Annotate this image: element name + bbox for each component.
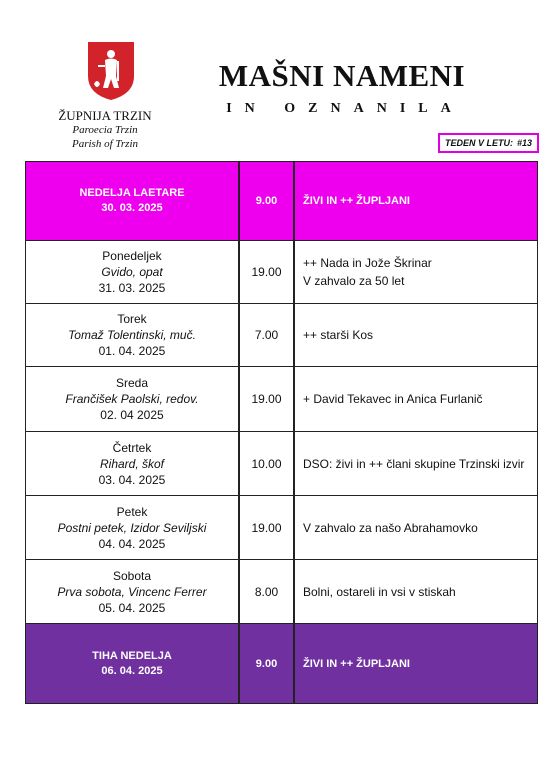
time-cell: 19.00	[240, 241, 295, 303]
time-cell: 9.00	[240, 624, 295, 703]
day-name: Četrtek	[112, 440, 152, 455]
intention-text: + David Tekavec in Anica Furlanič	[303, 392, 483, 406]
time-cell: 19.00	[240, 496, 295, 559]
intention-cell	[295, 304, 537, 366]
parish-english-name: Parish of Trzin	[71, 138, 139, 150]
day-cell	[26, 241, 240, 303]
schedule-row	[26, 496, 537, 560]
schedule-row-sunday	[26, 624, 537, 704]
saint-name: Gvido, opat	[101, 265, 163, 279]
page-title: MAŠNI NAMENI	[218, 58, 466, 93]
schedule-row	[26, 304, 537, 367]
day-date: 01. 04. 2025	[98, 344, 166, 358]
saint-name: Tomaž Tolentinski, muč.	[68, 328, 196, 342]
day-date: 30. 03. 2025	[101, 202, 163, 214]
intention-cell	[295, 496, 537, 559]
schedule-row	[26, 432, 537, 496]
intention-text: ŽIVI IN ++ ŽUPLJANI	[303, 195, 410, 207]
intention-text: V zahvalo za našo Abrahamovko	[303, 520, 478, 535]
time-cell: 7.00	[240, 304, 295, 366]
day-date: 31. 03. 2025	[98, 281, 166, 295]
day-cell	[26, 304, 240, 366]
schedule-row	[26, 367, 537, 432]
day-cell	[26, 496, 240, 559]
parish-block	[40, 109, 170, 151]
intention-cell	[295, 241, 537, 303]
time-cell: 10.00	[240, 432, 295, 495]
intention-text: ŽIVI IN ++ ŽUPLJANI	[303, 657, 410, 670]
parish-latin-name: Paroecia Trzin	[72, 124, 138, 136]
day-cell	[26, 367, 240, 431]
day-name: Ponedeljek	[102, 249, 162, 263]
intention-cell	[295, 560, 537, 623]
day-cell	[26, 432, 240, 495]
day-cell	[26, 624, 240, 703]
day-cell	[26, 560, 240, 623]
week-number: #13	[516, 138, 533, 148]
saint-name: Postni petek, Izidor Seviljski	[57, 520, 207, 535]
page-subtitle: IN OZNANILA	[226, 101, 464, 116]
intention-text: ++ starši Kos	[303, 328, 374, 342]
day-date: 03. 04. 2025	[98, 472, 166, 487]
schedule-row-sunday	[26, 161, 537, 241]
day-name: NEDELJA LAETARE	[79, 187, 185, 199]
intention-cell	[295, 624, 537, 703]
saint-name: Rihard, škof	[99, 456, 165, 471]
intention-cell	[295, 162, 537, 240]
intention-cell	[295, 367, 537, 431]
day-name: Sobota	[112, 568, 152, 583]
day-date: 02. 04 2025	[100, 408, 164, 422]
day-name: Petek	[116, 504, 148, 519]
day-date: 06. 04. 2025	[101, 664, 163, 677]
parish-crest-icon	[86, 40, 136, 102]
saint-name: Frančišek Paolski, redov.	[65, 392, 199, 406]
schedule-row	[26, 241, 537, 304]
mass-schedule-table	[25, 161, 538, 704]
intention-text: ++ Nada in Jože Škrinar	[303, 256, 432, 270]
day-name: TIHA NEDELJA	[92, 649, 172, 662]
intention-text: V zahvalo za 50 let	[303, 274, 405, 288]
day-name: Torek	[117, 312, 147, 326]
day-name: Sreda	[115, 376, 149, 390]
intention-text: DSO: živi in ++ člani skupine Trzinski izvir	[303, 456, 525, 471]
time-cell: 8.00	[240, 560, 295, 623]
week-label: TEDEN V LETU:	[444, 138, 513, 148]
day-cell	[26, 162, 240, 240]
day-date: 05. 04. 2025	[98, 600, 166, 615]
intention-cell	[295, 432, 537, 495]
saint-name: Prva sobota, Vincenc Ferrer	[57, 584, 207, 599]
day-date: 04. 04. 2025	[98, 536, 166, 551]
time-cell: 9.00	[240, 162, 295, 240]
schedule-row	[26, 560, 537, 624]
intention-text: Bolni, ostareli in vsi v stiskah	[303, 584, 456, 599]
parish-name: ŽUPNIJA TRZIN	[58, 108, 152, 123]
time-cell: 19.00	[240, 367, 295, 431]
week-badge	[438, 133, 539, 153]
